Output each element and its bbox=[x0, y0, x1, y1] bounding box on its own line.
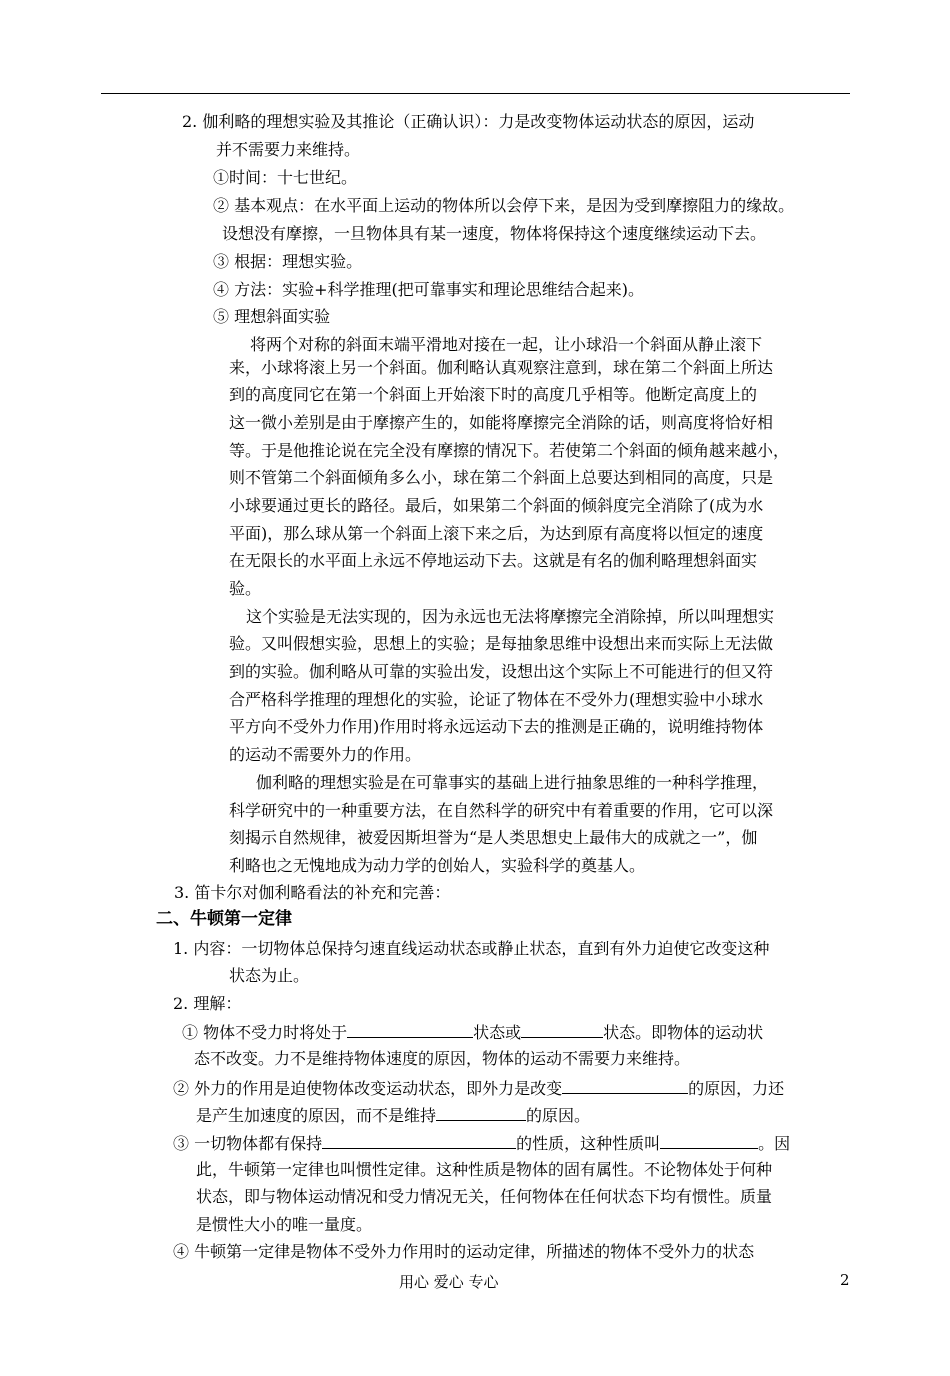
understanding-2 bbox=[173, 1077, 784, 1099]
item-basis: ③ 根据：理想实验。 bbox=[213, 252, 363, 271]
para3-line: 科学研究中的一种重要方法，在自然科学的研究中有着重要的作用，它可以深 bbox=[229, 801, 774, 820]
para1-line: 平面)，那么球从第一个斜面上滚下来之后，为达到原有高度将以恒定的速度 bbox=[229, 524, 764, 543]
para1-line: 到的高度同它在第一个斜面上开始滚下时的高度几乎相等。他断定高度上的 bbox=[229, 385, 758, 404]
header-rule bbox=[101, 93, 850, 94]
para2-line: 合严格科学推理的理想化的实验，论证了物体在不受外力(理想实验中小球水 bbox=[229, 690, 764, 709]
understanding-1-text: 状态。即物体的运动状 bbox=[603, 1023, 764, 1042]
understanding-3-cont: 是惯性大小的唯一量度。 bbox=[196, 1215, 373, 1234]
understanding-3 bbox=[173, 1132, 790, 1154]
fill-blank[interactable] bbox=[521, 1021, 603, 1038]
item-time: ①时间：十七世纪。 bbox=[213, 168, 358, 187]
para1-line: 这一微小差别是由于摩擦产生的，如能将摩擦完全消除的话，则高度将恰好相 bbox=[229, 413, 774, 432]
para1-line: 则不管第二个斜面倾角多么小，球在第二个斜面上总要达到相同的高度，只是 bbox=[229, 468, 774, 487]
para2-line: 平方向不受外力作用)作用时将永远运动下去的推测是正确的，说明维持物体 bbox=[229, 717, 764, 736]
fill-blank[interactable] bbox=[347, 1021, 473, 1038]
fill-blank[interactable] bbox=[322, 1132, 516, 1149]
item-ideal-slope: ⑤ 理想斜面实验 bbox=[213, 307, 331, 326]
para1-line: 验。 bbox=[229, 579, 262, 598]
understanding-2-cont bbox=[196, 1104, 590, 1126]
para1-line: 等。于是他推论说在完全没有摩擦的情况下。若使第二个斜面的倾角越来越小， bbox=[229, 441, 790, 460]
section-2-title: 2. 伽利略的理想实验及其推论（正确认识）：力是改变物体运动状态的原因，运动 bbox=[182, 112, 755, 131]
understanding-3-text: 。因 bbox=[758, 1134, 791, 1153]
understanding-2-text: ② 外力的作用是迫使物体改变运动状态，即外力是改变 bbox=[173, 1079, 563, 1098]
heading-newton-first-law: 二、牛顿第一定律 bbox=[156, 909, 292, 929]
understanding-label: 2. 理解： bbox=[173, 994, 242, 1013]
content-line: 1. 内容：一切物体总保持匀速直线运动状态或静止状态，直到有外力迫使它改变这种 bbox=[173, 939, 770, 958]
understanding-4: ④ 牛顿第一定律是物体不受外力作用时的运动定律，所描述的物体不受外力的状态 bbox=[173, 1242, 755, 1261]
understanding-1 bbox=[182, 1021, 763, 1043]
para1-line: 小球要通过更长的路径。最后，如果第二个斜面的倾斜度完全消除了(成为水 bbox=[229, 496, 764, 515]
para1-line: 来，小球将滚上另一个斜面。伽利略认真观察注意到，球在第二个斜面上所达 bbox=[229, 358, 774, 377]
content-line-cont: 状态为止。 bbox=[229, 966, 310, 985]
para1-line: 在无限长的水平面上永远不停地运动下去。这就是有名的伽利略理想斜面实 bbox=[229, 551, 758, 570]
para1-line: 将两个对称的斜面末端平滑地对接在一起，让小球沿一个斜面从静止滚下 bbox=[250, 335, 763, 354]
section-3-title: 3. 笛卡尔对伽利略看法的补充和完善： bbox=[174, 883, 451, 902]
para2-line: 这个实验是无法实现的，因为永远也无法将摩擦完全消除掉，所以叫理想实 bbox=[246, 607, 775, 626]
item-viewpoint-cont: 设想没有摩擦，一旦物体具有某一速度，物体将保持这个速度继续运动下去。 bbox=[222, 224, 767, 243]
page-number: 2 bbox=[840, 1271, 850, 1289]
understanding-2-text: 是产生加速度的原因，而不是维持 bbox=[196, 1106, 437, 1125]
understanding-3-text: ③ 一切物体都有保持 bbox=[173, 1134, 323, 1153]
understanding-1-text: ① 物体不受力时将处于 bbox=[182, 1023, 348, 1042]
understanding-1-text: 状态或 bbox=[473, 1023, 522, 1042]
item-method: ④ 方法：实验+科学推理(把可靠事实和理论思维结合起来)。 bbox=[213, 280, 644, 299]
understanding-1-cont: 态不改变。力不是维持物体速度的原因，物体的运动不需要力来维持。 bbox=[194, 1049, 691, 1068]
para3-line: 利略也之无愧地成为动力学的创始人，实验科学的奠基人。 bbox=[229, 856, 646, 875]
fill-blank[interactable] bbox=[436, 1104, 526, 1121]
understanding-2-text: 的原因。 bbox=[526, 1106, 591, 1125]
para2-line: 验。又叫假想实验，思想上的实验；是每抽象思维中设想出来而实际上无法做 bbox=[229, 634, 774, 653]
understanding-2-text: 的原因，力还 bbox=[688, 1079, 785, 1098]
understanding-3-text: 的性质，这种性质叫 bbox=[516, 1134, 661, 1153]
fill-blank[interactable] bbox=[660, 1132, 758, 1149]
section-2-title-cont: 并不需要力来维持。 bbox=[216, 140, 361, 159]
para2-line: 到的实验。伽利略从可靠的实验出发，设想出这个实际上不可能进行的但又符 bbox=[229, 662, 774, 681]
footer-motto: 用心 爱心 专心 bbox=[399, 1273, 499, 1291]
para3-line: 刻揭示自然规律，被爱因斯坦誉为“是人类思想史上最伟大的成就之一”，伽 bbox=[229, 828, 758, 847]
item-viewpoint: ② 基本观点：在水平面上运动的物体所以会停下来，是因为受到摩擦阻力的缘故。 bbox=[213, 196, 795, 215]
understanding-3-cont: 此，牛顿第一定律也叫惯性定律。这种性质是物体的固有属性。不论物体处于何种 bbox=[196, 1160, 773, 1179]
para2-line: 的运动不需要外力的作用。 bbox=[229, 745, 422, 764]
understanding-3-cont: 状态，即与物体运动情况和受力情况无关，任何物体在任何状态下均有惯性。质量 bbox=[196, 1187, 773, 1206]
fill-blank[interactable] bbox=[562, 1077, 688, 1094]
para3-line: 伽利略的理想实验是在可靠事实的基础上进行抽象思维的一种科学推理， bbox=[256, 773, 769, 792]
